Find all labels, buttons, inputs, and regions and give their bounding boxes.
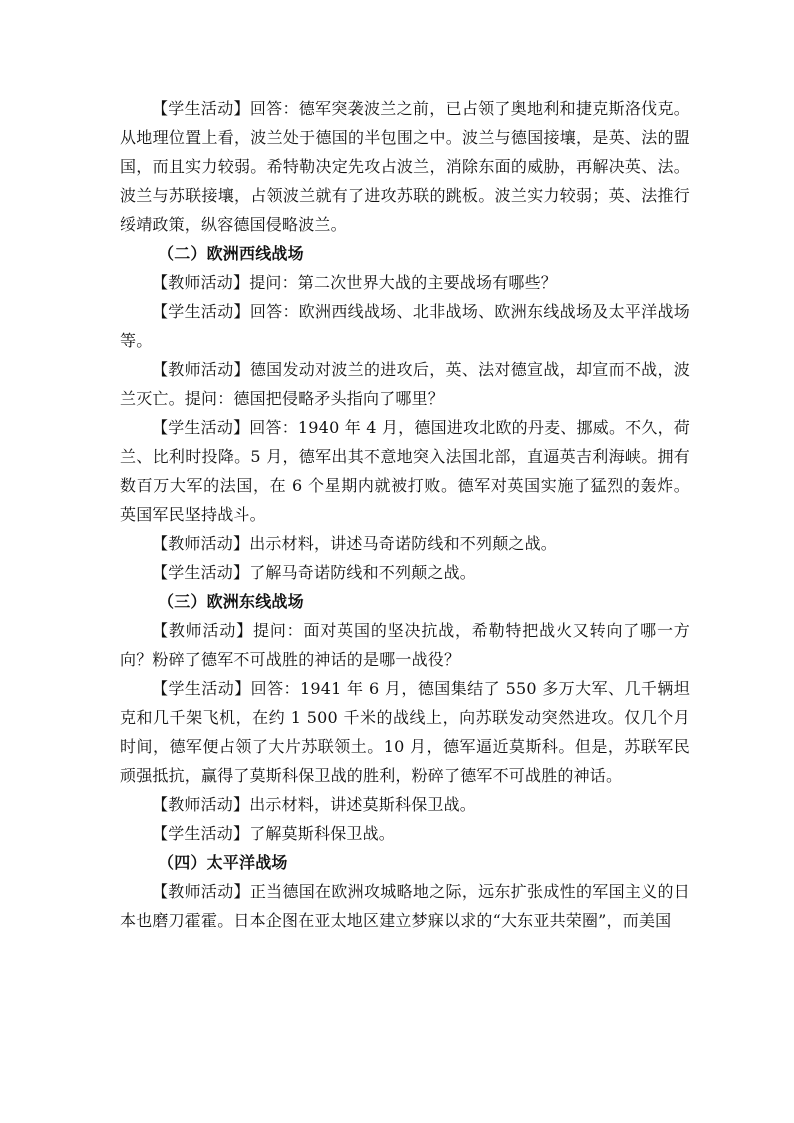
document-page (120, 94, 690, 935)
section-heading-eastern-front: （三）欧洲东线战场 (158, 592, 304, 611)
section-heading-pacific: （四）太平洋战场 (158, 853, 288, 872)
section-heading-western-front: （二）欧洲西线战场 (158, 244, 304, 263)
paragraph-teacher-moscow: 【教师活动】出示材料，讲述莫斯科保卫战。 (152, 795, 477, 814)
paragraph-teacher-question-east: 【教师活动】提问：面对英国的坚决抗战，希勒特把战火又转向了哪一方向？粉碎了德军不可战胜的神话的是哪一战役？ (120, 621, 690, 669)
paragraph-student-answer-1941: 【学生活动】回答：1941 年 6 月，德国集结了 550 多万大军、几千辆坦克和几千架飞机，在约 1 500 千米的战线上，向苏联发动突然进攻。仅几个月时间，德军便占领了大片苏联领土。10 月，德军逼近莫斯科。但是，苏联军民顽强抵抗，赢得了莫斯科保卫战的胜利，粉碎了德军不可战胜的神话。 (120, 679, 690, 785)
paragraph-student-answer-1940: 【学生活动】回答：1940 年 4 月，德国进攻北欧的丹麦、挪威。不久，荷兰、比利时投降。5 月，德军出其不意地突入法国北部，直逼英吉利海峡。拥有数百万大军的法国，在 6 个星期内就被打败。德军对英国实施了猛烈的轰炸。英国军民坚持战斗。 (120, 418, 690, 524)
paragraph-student-maginot: 【学生活动】了解马奇诺防线和不列颠之战。 (152, 563, 477, 582)
paragraph-teacher-question-battlefields: 【教师活动】提问：第二次世界大战的主要战场有哪些？ (152, 273, 558, 292)
paragraph-student-moscow: 【学生活动】了解莫斯科保卫战。 (152, 824, 396, 843)
paragraph-teacher-maginot: 【教师活动】出示材料，讲述马奇诺防线和不列颠之战。 (152, 534, 558, 553)
paragraph-teacher-poland-fall: 【教师活动】德国发动对波兰的进攻后，英、法对德宣战，却宣而不战，波兰灭亡。提问：德国把侵略矛头指向了哪里？ (120, 360, 690, 408)
paragraph-student-answer-poland: 【学生活动】回答：德军突袭波兰之前，已占领了奥地利和捷克斯洛伐克。从地理位置上看，波兰处于德国的半包围之中。波兰与德国接壤，是英、法的盟国，而且实力较弱。希特勒决定先攻占波兰，消除东面的威胁，再解决英、法。波兰与苏联接壤，占领波兰就有了进攻苏联的跳板。波兰实力较弱；英、法推行绥靖政策，纵容德国侵略波兰。 (120, 99, 690, 234)
paragraph-student-answer-battlefields: 【学生活动】回答：欧洲西线战场、北非战场、欧洲东线战场及太平洋战场等。 (120, 302, 690, 350)
paragraph-teacher-japan: 【教师活动】正当德国在欧洲攻城略地之际，远东扩张成性的军国主义的日本也磨刀霍霍。日本企图在亚太地区建立梦寐以求的“大东亚共荣圈”，而美国 (120, 882, 690, 930)
